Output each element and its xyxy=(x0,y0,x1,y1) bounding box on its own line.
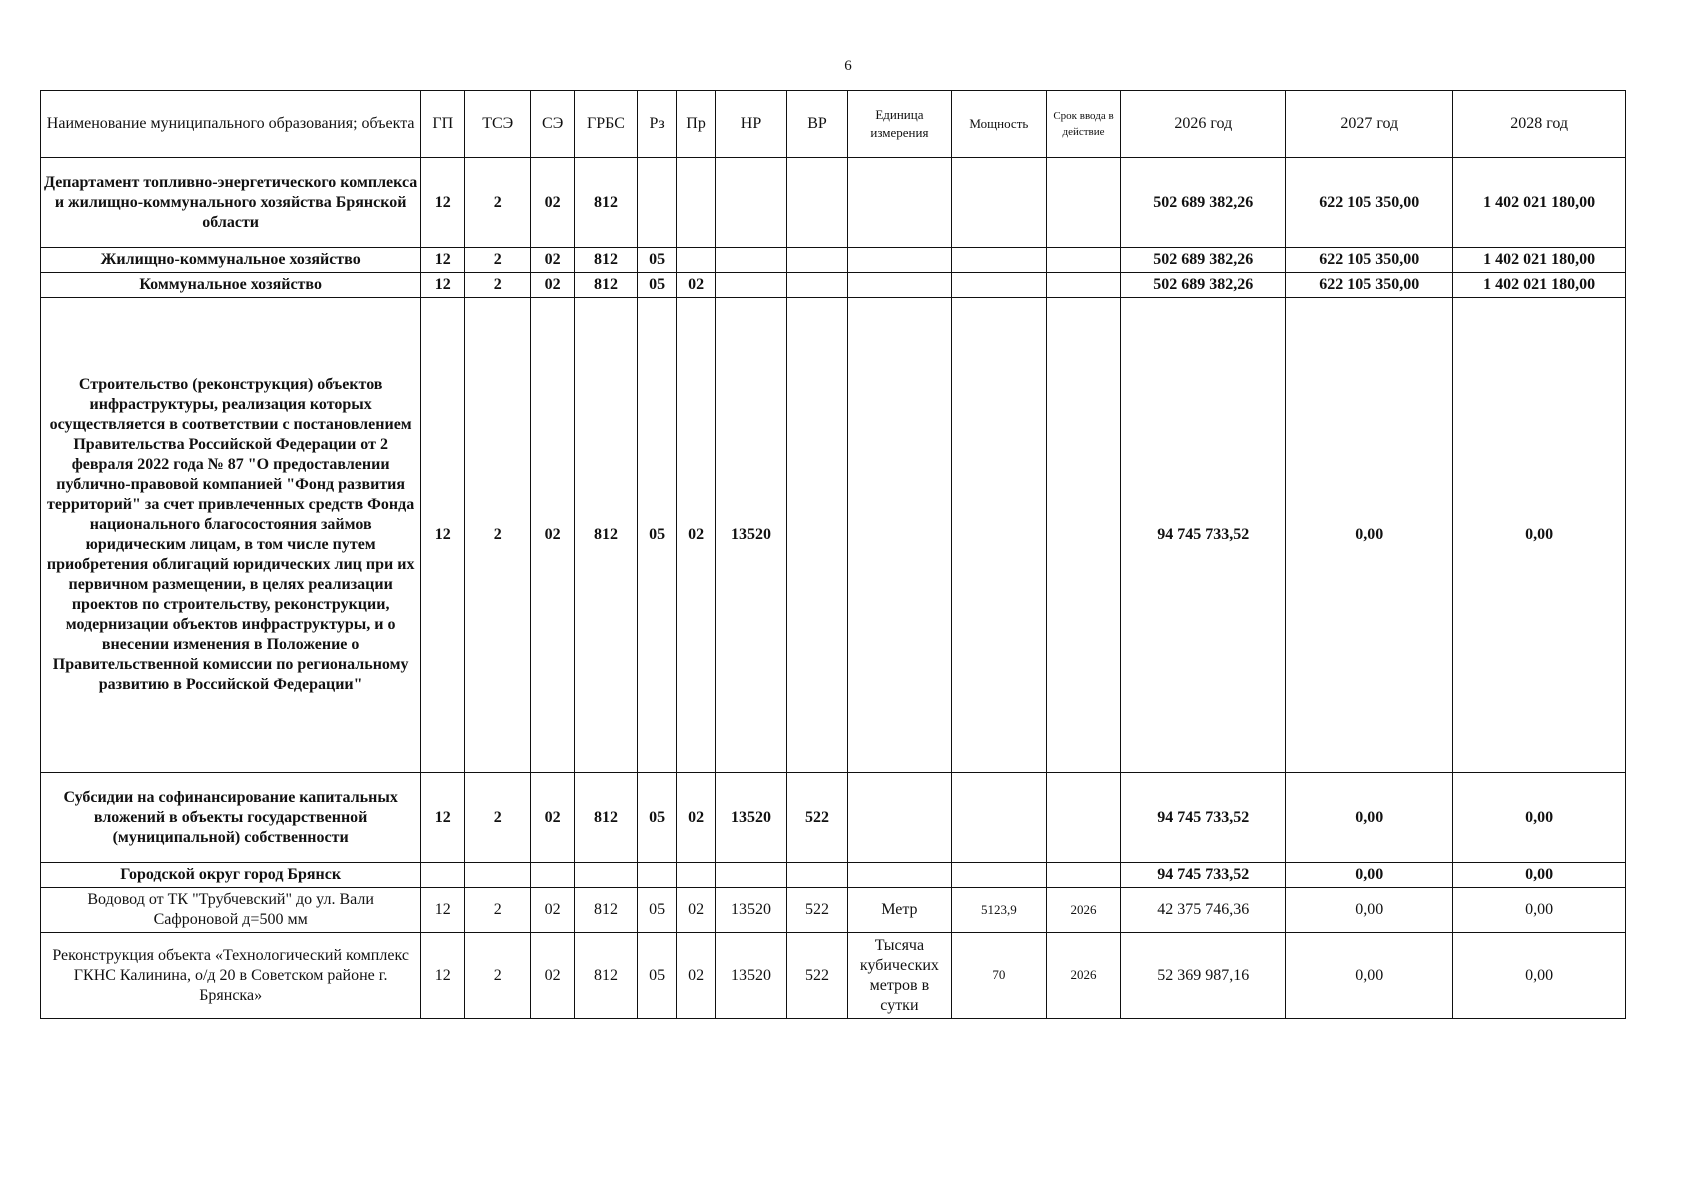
rz-cell: 05 xyxy=(637,773,677,863)
nr-cell: 13520 xyxy=(715,933,786,1019)
tse-cell: 2 xyxy=(465,773,531,863)
amount-2026-cell: 94 745 733,52 xyxy=(1121,773,1286,863)
se-cell: 02 xyxy=(531,298,575,773)
amount-2027-cell: 0,00 xyxy=(1286,888,1453,933)
vr-cell xyxy=(787,298,847,773)
pr-cell: 02 xyxy=(677,773,715,863)
pr-cell: 02 xyxy=(677,298,715,773)
table-row xyxy=(41,158,1626,248)
table-row xyxy=(41,888,1626,933)
unit-cell xyxy=(847,273,951,298)
term-cell xyxy=(1046,158,1121,248)
se-cell: 02 xyxy=(531,773,575,863)
vr-cell xyxy=(787,863,847,888)
col-header-tse: ТСЭ xyxy=(465,91,531,158)
term-cell xyxy=(1046,773,1121,863)
page-number: 6 xyxy=(844,58,852,74)
col-header-unit: Единица измерения xyxy=(847,91,951,158)
col-header-2027: 2027 год xyxy=(1286,91,1453,158)
rz-cell: 05 xyxy=(637,273,677,298)
amount-2027-cell: 0,00 xyxy=(1286,863,1453,888)
pr-cell: 02 xyxy=(677,933,715,1019)
amount-2027-cell: 622 105 350,00 xyxy=(1286,273,1453,298)
grbs-cell: 812 xyxy=(575,298,638,773)
amount-2028-cell: 1 402 021 180,00 xyxy=(1453,273,1626,298)
se-cell: 02 xyxy=(531,888,575,933)
table-row xyxy=(41,298,1626,773)
col-header-vr: ВР xyxy=(787,91,847,158)
term-cell xyxy=(1046,863,1121,888)
pr-cell xyxy=(677,158,715,248)
row-name-cell: Субсидии на софинансирование капитальных вложений в объекты государственной (муниципальной) собственности xyxy=(41,773,421,863)
table-row xyxy=(41,273,1626,298)
amount-2028-cell: 1 402 021 180,00 xyxy=(1453,248,1626,273)
nr-cell: 13520 xyxy=(715,888,786,933)
amount-2027-cell: 0,00 xyxy=(1286,298,1453,773)
amount-2026-cell: 42 375 746,36 xyxy=(1121,888,1286,933)
row-name-cell: Строительство (реконструкция) объектов инфраструктуры, реализация которых осуществляется в соответствии с постановлением Правительства Российской Федерации от 2 февраля 2022 года № 87 "О предоставлении публично-правовой компанией "Фонд развития территорий" за счет привлеченных средств Фонда национального благосостояния займов юридическим лицам, в том числе путем приобретения облигаций юридических лиц при их первичном размещении, в целях реализации проектов по строительству, реконструкции, модернизации объектов инфраструктуры, и о внесении изменения в Положение о Правительственной комиссии по региональному развитию в Российской Федерации" xyxy=(41,298,421,773)
pr-cell xyxy=(677,863,715,888)
amount-2028-cell: 0,00 xyxy=(1453,933,1626,1019)
grbs-cell: 812 xyxy=(575,158,638,248)
term-cell xyxy=(1046,248,1121,273)
unit-cell xyxy=(847,248,951,273)
gp-cell: 12 xyxy=(421,888,465,933)
vr-cell xyxy=(787,248,847,273)
col-header-2026: 2026 год xyxy=(1121,91,1286,158)
se-cell: 02 xyxy=(531,933,575,1019)
term-cell xyxy=(1046,298,1121,773)
nr-cell xyxy=(715,273,786,298)
table-row xyxy=(41,863,1626,888)
row-name-cell: Водовод от ТК "Трубчевский" до ул. Вали Сафроновой д=500 мм xyxy=(41,888,421,933)
term-cell xyxy=(1046,273,1121,298)
vr-cell xyxy=(787,273,847,298)
se-cell: 02 xyxy=(531,273,575,298)
tse-cell: 2 xyxy=(465,273,531,298)
tse-cell: 2 xyxy=(465,298,531,773)
amount-2026-cell: 502 689 382,26 xyxy=(1121,248,1286,273)
power-cell xyxy=(952,773,1047,863)
gp-cell: 12 xyxy=(421,158,465,248)
unit-cell xyxy=(847,158,951,248)
amount-2028-cell: 0,00 xyxy=(1453,863,1626,888)
grbs-cell: 812 xyxy=(575,888,638,933)
amount-2026-cell: 502 689 382,26 xyxy=(1121,273,1286,298)
col-header-power: Мощность xyxy=(952,91,1047,158)
pr-cell xyxy=(677,248,715,273)
table-row xyxy=(41,248,1626,273)
col-header-nr: НР xyxy=(715,91,786,158)
unit-cell xyxy=(847,773,951,863)
col-header-2028: 2028 год xyxy=(1453,91,1626,158)
gp-cell: 12 xyxy=(421,933,465,1019)
power-cell: 70 xyxy=(952,933,1047,1019)
gp-cell: 12 xyxy=(421,273,465,298)
amount-2026-cell: 52 369 987,16 xyxy=(1121,933,1286,1019)
table-row xyxy=(41,773,1626,863)
amount-2028-cell: 0,00 xyxy=(1453,298,1626,773)
col-header-gp: ГП xyxy=(421,91,465,158)
power-cell xyxy=(952,298,1047,773)
col-header-grbs: ГРБС xyxy=(575,91,638,158)
grbs-cell xyxy=(575,863,638,888)
budget-table xyxy=(40,90,1626,1019)
amount-2026-cell: 502 689 382,26 xyxy=(1121,158,1286,248)
power-cell xyxy=(952,158,1047,248)
amount-2028-cell: 0,00 xyxy=(1453,888,1626,933)
power-cell: 5123,9 xyxy=(952,888,1047,933)
gp-cell: 12 xyxy=(421,773,465,863)
se-cell xyxy=(531,863,575,888)
tse-cell: 2 xyxy=(465,933,531,1019)
term-cell: 2026 xyxy=(1046,933,1121,1019)
tse-cell: 2 xyxy=(465,248,531,273)
unit-cell xyxy=(847,863,951,888)
se-cell: 02 xyxy=(531,158,575,248)
pr-cell: 02 xyxy=(677,888,715,933)
row-name-cell: Жилищно-коммунальное хозяйство xyxy=(41,248,421,273)
amount-2028-cell: 0,00 xyxy=(1453,773,1626,863)
power-cell xyxy=(952,248,1047,273)
term-cell: 2026 xyxy=(1046,888,1121,933)
grbs-cell: 812 xyxy=(575,273,638,298)
tse-cell xyxy=(465,863,531,888)
grbs-cell: 812 xyxy=(575,773,638,863)
amount-2026-cell: 94 745 733,52 xyxy=(1121,863,1286,888)
table-header-row xyxy=(41,91,1626,158)
amount-2027-cell: 622 105 350,00 xyxy=(1286,248,1453,273)
nr-cell xyxy=(715,248,786,273)
unit-cell xyxy=(847,298,951,773)
table-row xyxy=(41,933,1626,1019)
rz-cell xyxy=(637,158,677,248)
pr-cell: 02 xyxy=(677,273,715,298)
vr-cell: 522 xyxy=(787,773,847,863)
nr-cell: 13520 xyxy=(715,773,786,863)
vr-cell xyxy=(787,158,847,248)
amount-2026-cell: 94 745 733,52 xyxy=(1121,298,1286,773)
se-cell: 02 xyxy=(531,248,575,273)
col-header-rz: Рз xyxy=(637,91,677,158)
grbs-cell: 812 xyxy=(575,933,638,1019)
amount-2027-cell: 0,00 xyxy=(1286,933,1453,1019)
nr-cell xyxy=(715,863,786,888)
gp-cell xyxy=(421,863,465,888)
nr-cell xyxy=(715,158,786,248)
power-cell xyxy=(952,273,1047,298)
gp-cell: 12 xyxy=(421,298,465,773)
rz-cell: 05 xyxy=(637,248,677,273)
grbs-cell: 812 xyxy=(575,248,638,273)
tse-cell: 2 xyxy=(465,158,531,248)
gp-cell: 12 xyxy=(421,248,465,273)
rz-cell: 05 xyxy=(637,888,677,933)
unit-cell: Метр xyxy=(847,888,951,933)
unit-cell: Тысяча кубических метров в сутки xyxy=(847,933,951,1019)
row-name-cell: Городской округ город Брянск xyxy=(41,863,421,888)
col-header-name: Наименование муниципального образования; объекта xyxy=(41,91,421,158)
col-header-term: Срок ввода в действие xyxy=(1046,91,1121,158)
vr-cell: 522 xyxy=(787,888,847,933)
rz-cell xyxy=(637,863,677,888)
amount-2028-cell: 1 402 021 180,00 xyxy=(1453,158,1626,248)
row-name-cell: Департамент топливно-энергетического комплекса и жилищно-коммунального хозяйства Брянской области xyxy=(41,158,421,248)
power-cell xyxy=(952,863,1047,888)
rz-cell: 05 xyxy=(637,298,677,773)
vr-cell: 522 xyxy=(787,933,847,1019)
amount-2027-cell: 622 105 350,00 xyxy=(1286,158,1453,248)
rz-cell: 05 xyxy=(637,933,677,1019)
col-header-se: СЭ xyxy=(531,91,575,158)
row-name-cell: Реконструкция объекта «Технологический комплекс ГКНС Калинина, о/д 20 в Советском районе г. Брянска» xyxy=(41,933,421,1019)
amount-2027-cell: 0,00 xyxy=(1286,773,1453,863)
col-header-pr: Пр xyxy=(677,91,715,158)
row-name-cell: Коммунальное хозяйство xyxy=(41,273,421,298)
tse-cell: 2 xyxy=(465,888,531,933)
nr-cell: 13520 xyxy=(715,298,786,773)
